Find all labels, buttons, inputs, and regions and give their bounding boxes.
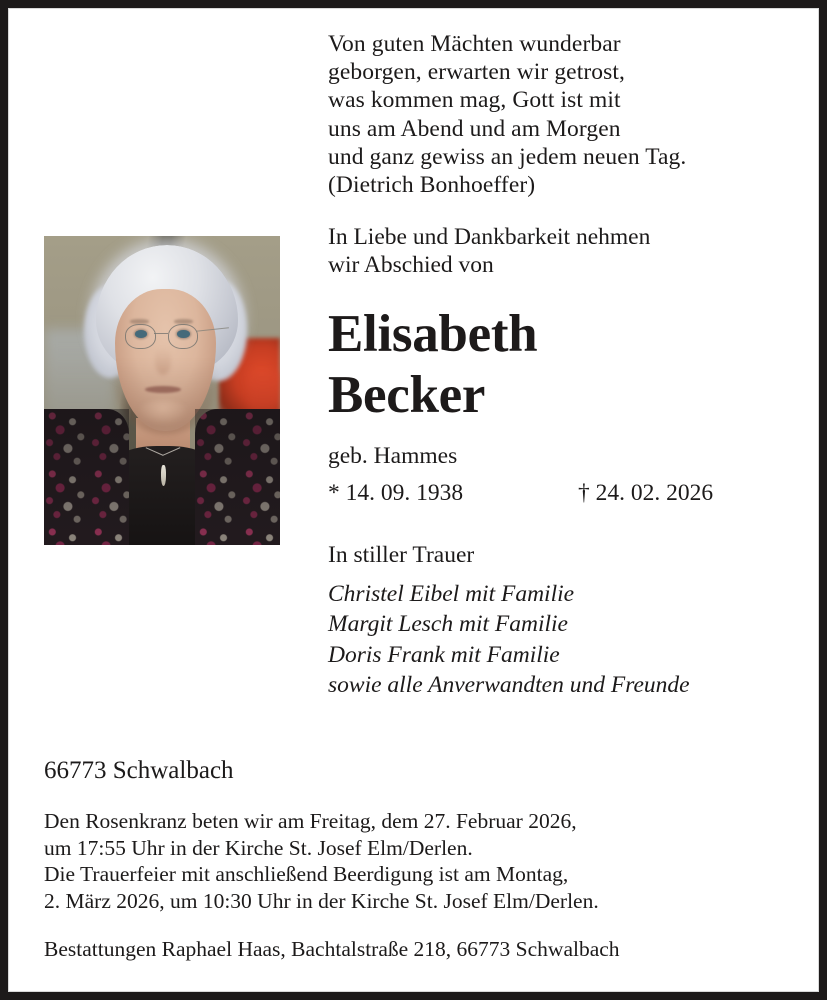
photo-jacket-shadow-right: [195, 409, 280, 545]
farewell-intro: [328, 223, 798, 279]
life-dates: [328, 479, 798, 509]
mourner-item: Christel Eibel mit Familie: [328, 580, 575, 607]
poem-line-5: und ganz gewiss an jedem neuen Tag.: [328, 143, 687, 170]
photo-glasses-lens-left: [125, 324, 155, 349]
photo-glasses-lens-right: [168, 324, 198, 349]
poem-line-1: Von guten Mächten wunderbar: [328, 31, 621, 57]
farewell-intro-line-1: In Liebe und Dankbarkeit nehmen: [328, 224, 651, 251]
portrait-photo: [44, 236, 280, 545]
deceased-last-name: Becker: [328, 365, 486, 424]
mourning-heading: In stiller Trauer: [328, 541, 475, 568]
service-details: [44, 808, 786, 914]
mourner-list: [328, 579, 798, 701]
text-column: [328, 30, 798, 701]
birth-date: * 14. 09. 1938: [328, 479, 464, 506]
deceased-first-name: Elisabeth: [328, 304, 538, 363]
funeral-line-1: Die Trauerfeier mit anschließend Beerdigung ist am Montag,: [44, 862, 569, 886]
poem-attribution: (Dietrich Bonhoeffer): [328, 172, 536, 199]
memorial-poem: [328, 30, 798, 199]
location-place: 66773 Schwalbach: [44, 757, 234, 784]
upper-section: [8, 8, 819, 734]
bottom-section: [44, 756, 786, 962]
rosary-line-1: Den Rosenkranz beten wir am Freitag, dem 27. Februar 2026,: [44, 809, 577, 833]
funeral-line-2: 2. März 2026, um 10:30 Uhr in der Kirche St. Josef Elm/Derlen.: [44, 888, 599, 913]
mourner-item: sowie alle Anverwandten und Freunde: [328, 672, 690, 699]
mourner-item: Margit Lesch mit Familie: [328, 611, 568, 638]
maiden-name: geb. Hammes: [328, 442, 458, 469]
poem-line-2: geborgen, erwarten wir getrost,: [328, 59, 625, 86]
rosary-line-2: um 17:55 Uhr in der Kirche St. Josef Elm/Derlen.: [44, 835, 473, 860]
undertaker-info: Bestattungen Raphael Haas, Bachtalstraße 218, 66773 Schwalbach: [44, 937, 620, 961]
photo-mouth: [145, 386, 180, 393]
deceased-name: [328, 304, 798, 426]
poem-line-3: was kommen mag, Gott ist mit: [328, 87, 621, 114]
death-date: † 24. 02. 2026: [578, 479, 714, 506]
photo-glasses-bridge: [154, 333, 168, 334]
photo-jacket-shadow-left: [44, 409, 129, 545]
mourner-item: Doris Frank mit Familie: [328, 641, 560, 668]
farewell-intro-line-2: wir Abschied von: [328, 252, 494, 279]
poem-line-4: uns am Abend und am Morgen: [328, 115, 621, 142]
